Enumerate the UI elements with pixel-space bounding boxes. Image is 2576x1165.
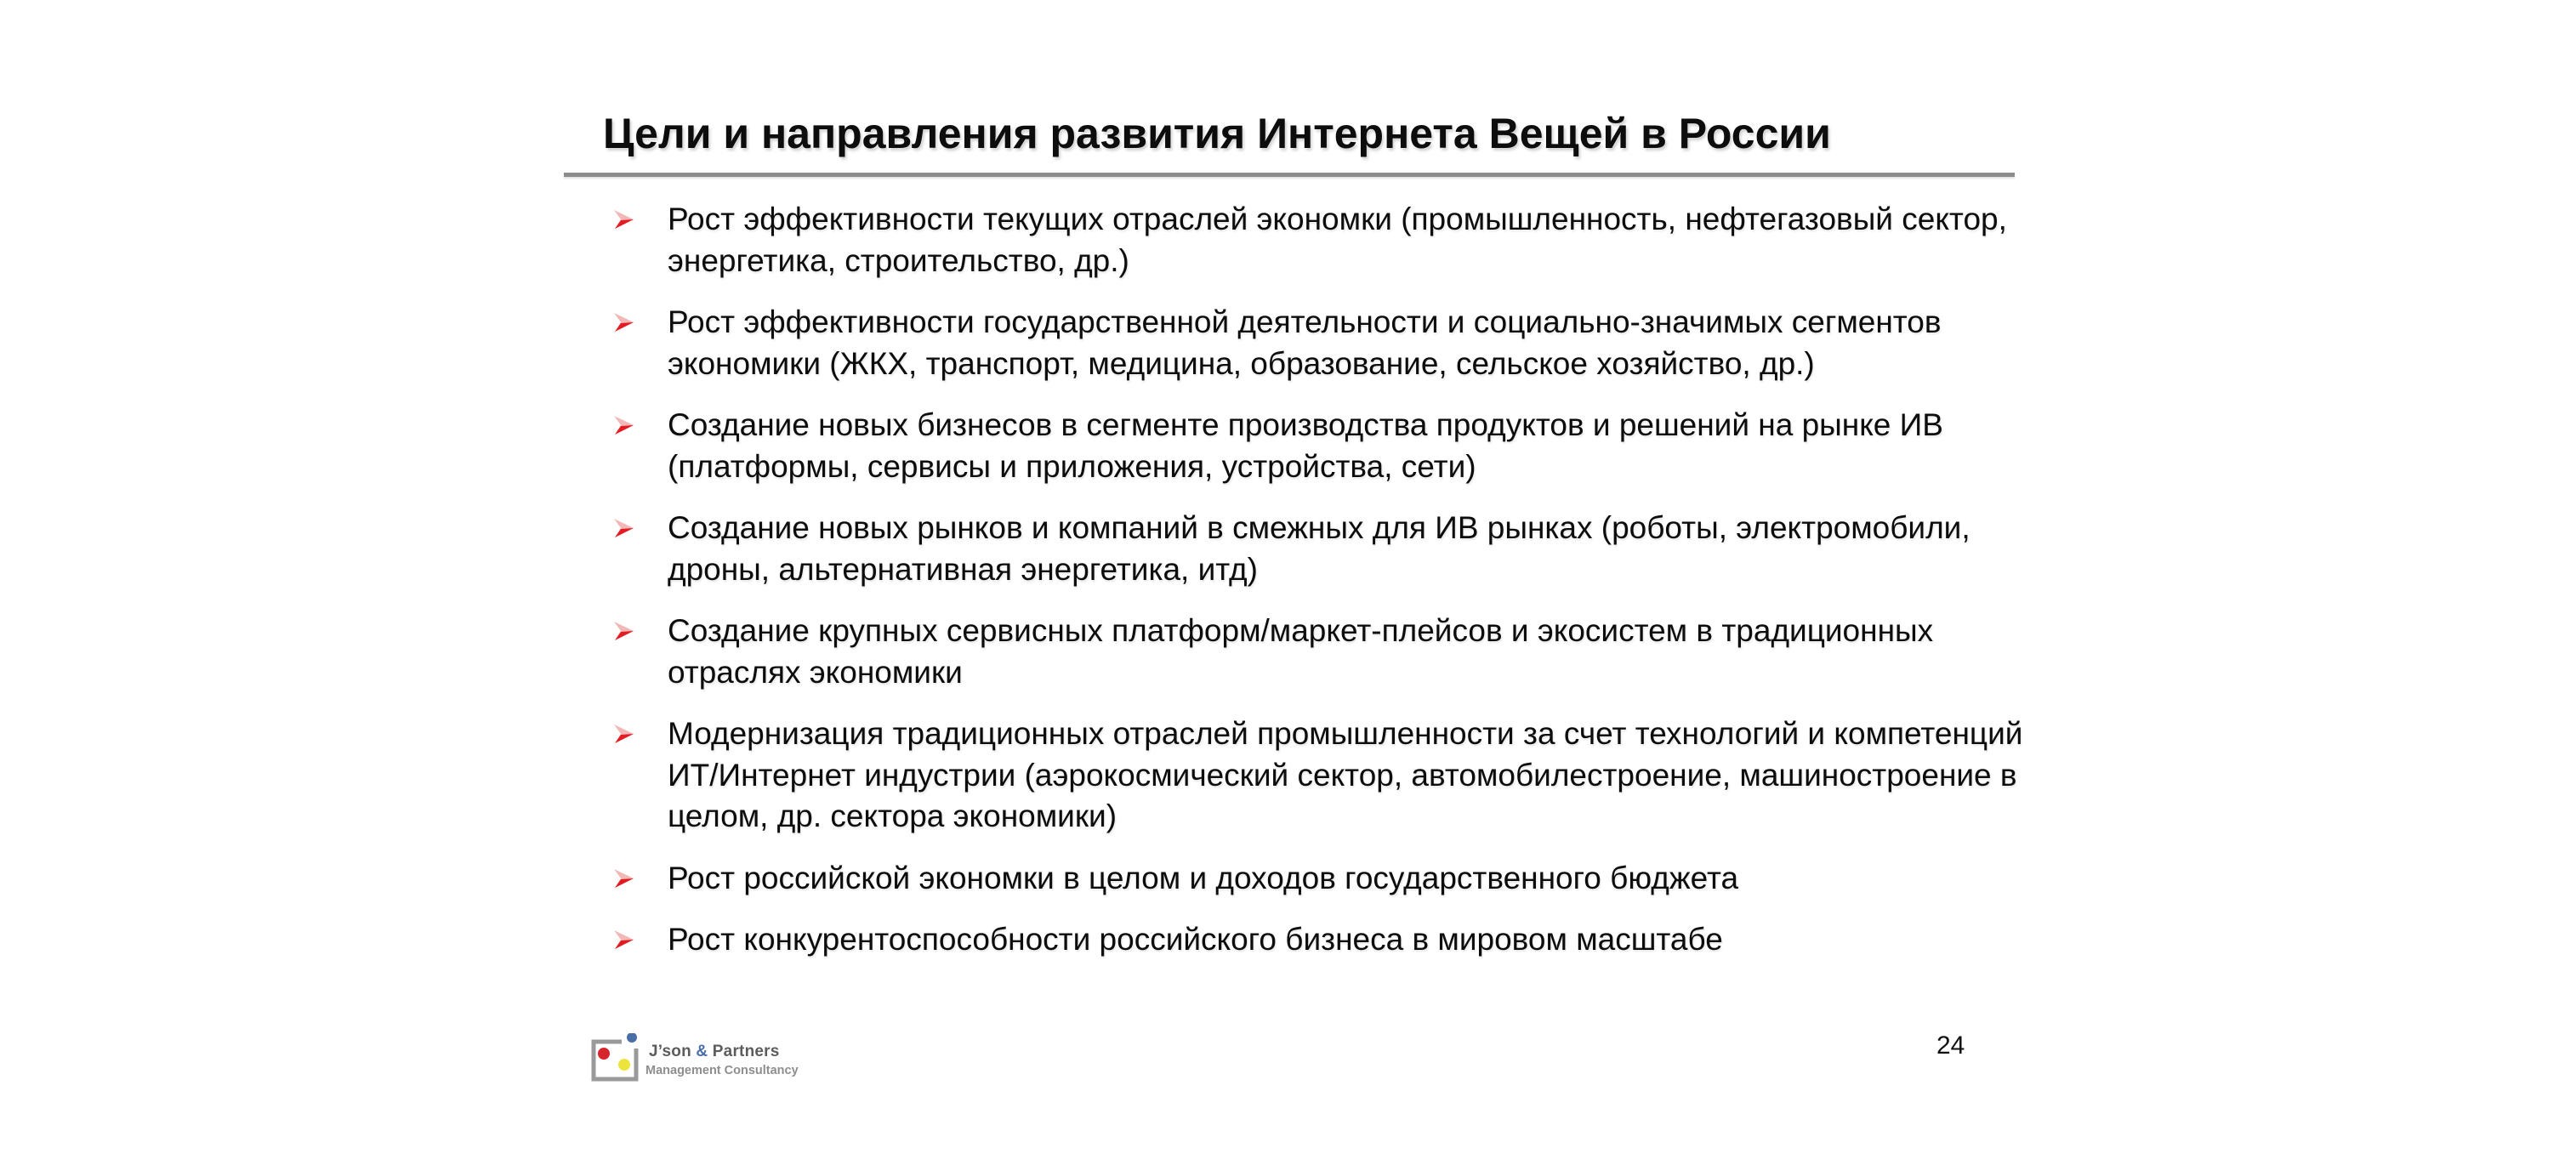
bullet-item [608, 199, 2054, 281]
red-arrowhead-icon [612, 312, 634, 332]
bullet-text: Рост конкурентоспособности российского бизнеса в мировом масштабе [668, 922, 1723, 957]
logo-company-name: J’son & Partners [649, 1043, 780, 1060]
bullet-text: Создание новых бизнесов в сегменте производства продуктов и решений на рынке ИВ (платформы, сервисы и приложения, устройства, сети) [668, 407, 1943, 484]
page-number: 24 [1936, 1031, 1965, 1060]
bullet-text: Создание крупных сервисных платформ/маркет-плейсов и экосистем в традиционных отраслях экономики [668, 613, 1934, 690]
red-arrowhead-icon [612, 929, 634, 950]
red-arrowhead-icon [612, 724, 634, 744]
slide-title: Цели и направления развития Интернета Вещей в России [603, 110, 1831, 157]
red-arrowhead-icon [612, 621, 634, 641]
red-arrowhead-icon [612, 518, 634, 538]
bullet-text: Рост эффективности текущих отраслей экономки (промышленность, нефтегазовый сектор, энергетика, строительство, др.) [668, 202, 2007, 278]
title-divider [564, 173, 2015, 177]
bullet-item [608, 713, 2054, 838]
logo-subtitle: Management Consultancy [645, 1064, 799, 1077]
bullet-text: Создание новых рынков и компаний в смежных для ИВ рынках (роботы, электромобили, дроны, альтернативная энергетика, итд) [668, 510, 1970, 587]
bullet-item [608, 508, 2054, 590]
bullet-text: Рост эффективности государственной деятельности и социально-значимых сегментов экономики (ЖКХ, транспорт, медицина, образование, сельское хозяйство, др.) [668, 304, 1942, 381]
red-arrowhead-icon [612, 868, 634, 889]
bullet-item [608, 919, 2054, 961]
bullet-item [608, 302, 2054, 384]
red-arrowhead-icon [612, 415, 634, 435]
bullet-item [608, 405, 2054, 487]
logo-mark-icon [591, 1033, 642, 1084]
bullet-item [608, 858, 2054, 900]
bullet-list [608, 199, 2054, 981]
company-logo [591, 1033, 821, 1084]
bullet-item [608, 611, 2054, 693]
bullet-text: Модернизация традиционных отраслей промышленности за счет технологий и компетенций ИТ/Интернет индустрии (аэрокосмический сектор, автомобилестроение, машиностроение в целом, др. сектора экономики) [668, 716, 2023, 833]
bullet-text: Рост российской экономки в целом и доходов государственного бюджета [668, 860, 1739, 895]
red-arrowhead-icon [612, 209, 634, 230]
